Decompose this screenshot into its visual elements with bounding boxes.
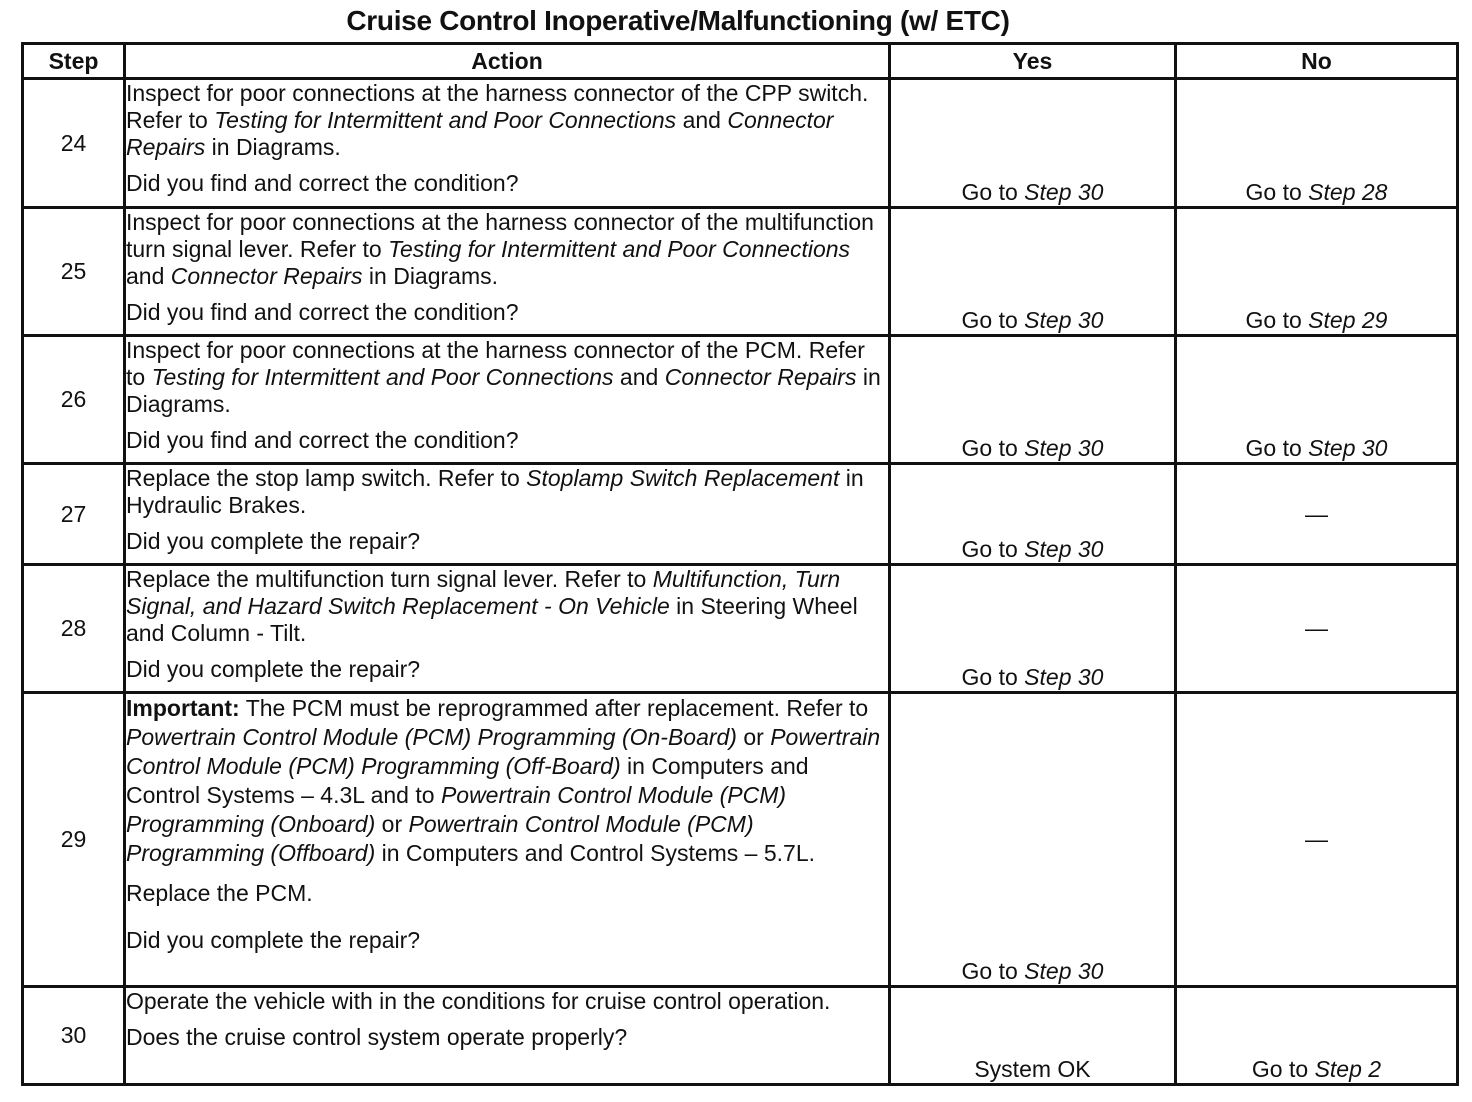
- action-question: Did you complete the repair?: [126, 927, 421, 953]
- doc-reference: Testing for Intermittent and Poor Connections: [151, 364, 614, 390]
- action-cell: [125, 208, 890, 336]
- doc-reference: Powertrain Control Module (PCM) Programming (Off-Board): [126, 724, 881, 779]
- action-question: Did you find and correct the condition?: [126, 170, 519, 196]
- yes-cell: Go to Step 30: [890, 565, 1176, 693]
- yes-cell: Go to Step 30: [890, 464, 1176, 565]
- no-cell: Go to Step 28: [1176, 79, 1458, 208]
- action-text: Operate the vehicle with in the conditions for cruise control operation.: [126, 988, 831, 1014]
- doc-reference: Connector Repairs: [126, 107, 834, 160]
- doc-reference: Connector Repairs: [170, 263, 363, 289]
- action-text: Replace the stop lamp switch. Refer to Stoplamp Switch Replacement in Hydraulic Brakes.: [126, 465, 864, 518]
- step-number: 28: [23, 565, 125, 693]
- action-cell: [125, 693, 890, 987]
- action-question: Did you complete the repair?: [126, 656, 421, 682]
- action-text: Inspect for poor connections at the harness connector of the PCM. Refer to Testing for Intermittent and Poor Connections and Connector Repairs in Diagrams.: [126, 337, 881, 417]
- table-row: [23, 79, 1458, 208]
- table-row: [23, 693, 1458, 987]
- doc-reference: Powertrain Control Module (PCM) Programming (On-Board): [126, 724, 737, 750]
- yes-cell: Go to Step 30: [890, 208, 1176, 336]
- step-number: 24: [23, 79, 125, 208]
- action-cell: [125, 79, 890, 208]
- step-link: Step 30: [1308, 435, 1388, 461]
- step-link: Step 30: [1024, 536, 1104, 562]
- doc-reference: Multifunction, Turn Signal, and Hazard Switch Replacement - On Vehicle: [126, 566, 841, 619]
- yes-cell: Go to Step 30: [890, 693, 1176, 987]
- step-number: 27: [23, 464, 125, 565]
- step-number: 30: [23, 987, 125, 1085]
- step-link: Step 30: [1024, 179, 1104, 205]
- table-row: [23, 987, 1458, 1085]
- header-no: No: [1176, 44, 1458, 79]
- action-cell: [125, 987, 890, 1085]
- no-cell: Go to Step 30: [1176, 336, 1458, 464]
- action-instruction: Replace the PCM.: [126, 880, 313, 906]
- table-row: [23, 208, 1458, 336]
- no-cell: Go to Step 29: [1176, 208, 1458, 336]
- step-number: 25: [23, 208, 125, 336]
- doc-reference: Testing for Intermittent and Poor Connections: [388, 236, 851, 262]
- no-cell: —: [1176, 693, 1458, 987]
- table-header-row: [23, 44, 1458, 79]
- yes-cell: Go to Step 30: [890, 336, 1176, 464]
- table-row: [23, 336, 1458, 464]
- page-title: Cruise Control Inoperative/Malfunctioning (w/ ETC): [346, 5, 1010, 36]
- doc-reference: Powertrain Control Module (PCM) Programming (Offboard): [126, 811, 754, 866]
- header-action: Action: [125, 44, 890, 79]
- action-question: Did you find and correct the condition?: [126, 299, 519, 325]
- step-link: Step 30: [1024, 435, 1104, 461]
- action-cell: [125, 565, 890, 693]
- important-label: Important:: [126, 695, 240, 721]
- action-cell: [125, 464, 890, 565]
- action-text: Inspect for poor connections at the harness connector of the multifunction turn signal lever. Refer to Testing for Intermittent and Poor Connections and Connector Repairs in Diagrams.: [126, 209, 874, 289]
- yes-cell: Go to Step 30: [890, 79, 1176, 208]
- step-link: Step 28: [1308, 179, 1388, 205]
- step-link: Step 2: [1314, 1056, 1382, 1082]
- header-step: Step: [23, 44, 125, 79]
- yes-cell: System OK: [890, 987, 1176, 1085]
- action-question: Did you complete the repair?: [126, 528, 421, 554]
- step-number: 29: [23, 693, 125, 987]
- no-cell: Go to Step 2: [1176, 987, 1458, 1085]
- step-link: Step 30: [1024, 664, 1104, 690]
- step-number: 26: [23, 336, 125, 464]
- action-text: Inspect for poor connections at the harness connector of the CPP switch. Refer to Testing for Intermittent and Poor Connections and Connector Repairs in Diagrams.: [126, 80, 869, 160]
- step-link: Step 30: [1024, 307, 1104, 333]
- action-text: Replace the multifunction turn signal lever. Refer to Multifunction, Turn Signal, and Hazard Switch Replacement - On Vehicle in Steering Wheel and Column - Tilt.: [126, 566, 858, 646]
- action-cell: [125, 336, 890, 464]
- no-cell: —: [1176, 464, 1458, 565]
- step-link: Step 30: [1024, 958, 1104, 984]
- step-link: Step 29: [1308, 307, 1388, 333]
- action-question: Did you find and correct the condition?: [126, 427, 519, 453]
- action-question: Does the cruise control system operate properly?: [126, 1024, 628, 1050]
- doc-reference: Testing for Intermittent and Poor Connections: [214, 107, 677, 133]
- table-row: [23, 464, 1458, 565]
- table-row: [23, 565, 1458, 693]
- doc-reference: Stoplamp Switch Replacement: [526, 465, 840, 491]
- header-yes: Yes: [890, 44, 1176, 79]
- diagnostic-table: [21, 42, 1459, 1086]
- doc-reference: Connector Repairs: [664, 364, 857, 390]
- doc-reference: Powertrain Control Module (PCM) Programming (Onboard): [126, 782, 787, 837]
- no-cell: —: [1176, 565, 1458, 693]
- action-text: Important: The PCM must be reprogrammed after replacement. Refer to Powertrain Control Module (PCM) Programming (On-Board) or Powertrain Control Module (PCM) Programming (Off-Board) in Computers and Control Systems – 4.3L and to Powertrain Control Module (PCM) Programming (Onboard) or Powertrain Control Module (PCM) Programming (Offboard) in Computers and Control Systems – 5.7L.: [126, 695, 881, 866]
